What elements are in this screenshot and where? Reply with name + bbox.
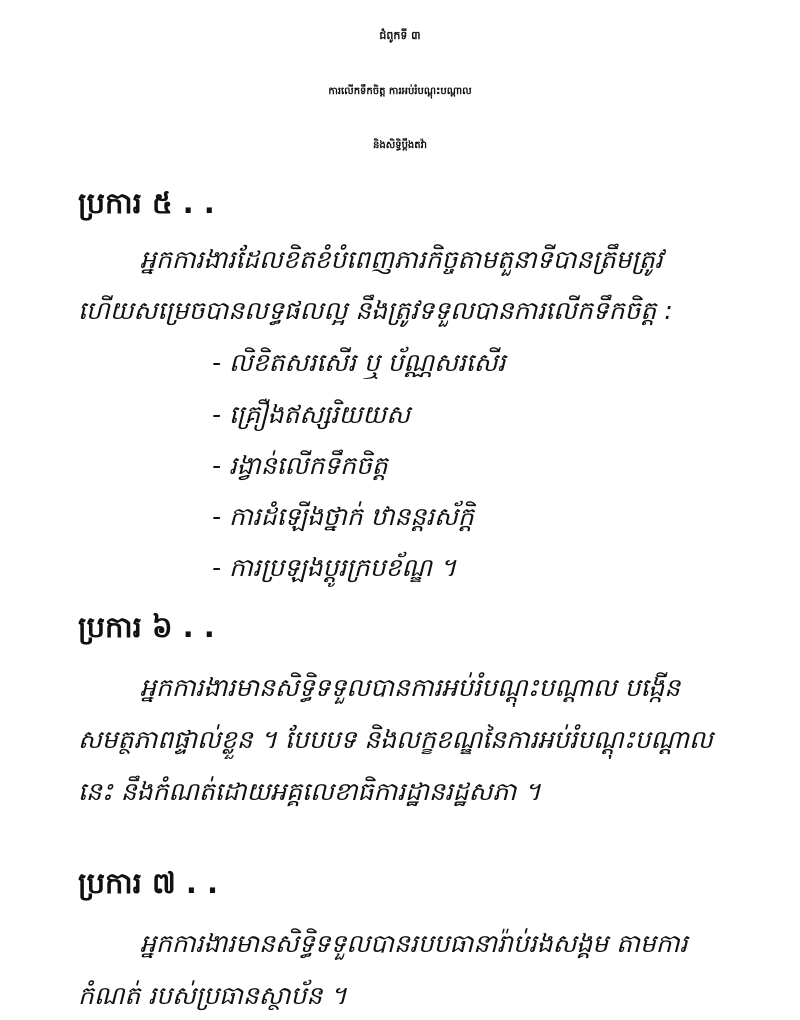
- article-5-list-item: - ការប្រឡងប្តូរក្របខ័ណ្ឌ ។: [212, 553, 457, 582]
- article-5-list-item: - គ្រឿងឥស្សរិយយស: [212, 400, 410, 429]
- article-5-list-item: - រង្វាន់លើកទឹកចិត្ត: [212, 451, 388, 480]
- article-5-heading: ប្រការ ៥ . .: [78, 186, 215, 220]
- article-6-paragraph-line-2: សមត្ថភាពផ្ទាល់ខ្លួន ។ បែបបទ និងលក្ខខណ្ឌនៃការអប់រំបណ្តុះបណ្តាល: [78, 725, 713, 754]
- article-7-paragraph-line-2: កំណត់ របស់ប្រធានស្ថាប័ន ។: [78, 981, 347, 1010]
- article-7-heading: ប្រការ ៧ . .: [78, 866, 218, 900]
- chapter-subtitle-line-2: និងសិទ្ធិប្តឹងតវ៉ា: [373, 140, 427, 151]
- article-5-list-item: - ការដំឡើងថ្នាក់ ឋានន្តរស័ក្តិ: [212, 502, 474, 531]
- chapter-title: ជំពូកទី ៣: [379, 29, 421, 42]
- article-7-paragraph-line-1: អ្នកការងារមានសិទ្ធិទទួលបានរបបធានារ៉ាប់រងសង្គម តាមការ: [140, 929, 688, 958]
- article-5-paragraph-line-1: អ្នកការងារដែលខិតខំបំពេញភារកិច្ចតាមតួនាទីបានត្រឹមត្រូវ: [140, 245, 663, 274]
- article-6-heading: ប្រការ ៦ . .: [78, 610, 215, 644]
- article-6-paragraph-line-3: នេះ នឹងកំណត់ដោយអគ្គលេខាធិការដ្ឋានរដ្ឋសភា ។: [78, 777, 541, 806]
- article-5-list-item: - លិខិតសរសើរ ឬ ប័ណ្ណសរសើរ: [212, 348, 506, 377]
- article-5-paragraph-line-2: ហើយសម្រេចបានលទ្ធផលល្អ នឹងត្រូវទទួលបានការលើកទឹកចិត្ត :: [78, 296, 673, 325]
- chapter-subtitle-line-1: ការលើកទឹកចិត្ត ការអប់រំបណ្តុះបណ្តាល: [328, 86, 472, 97]
- article-6-paragraph-line-1: អ្នកការងារមានសិទ្ធិទទួលបានការអប់រំបណ្តុះបណ្តាល បង្កើន: [140, 673, 681, 702]
